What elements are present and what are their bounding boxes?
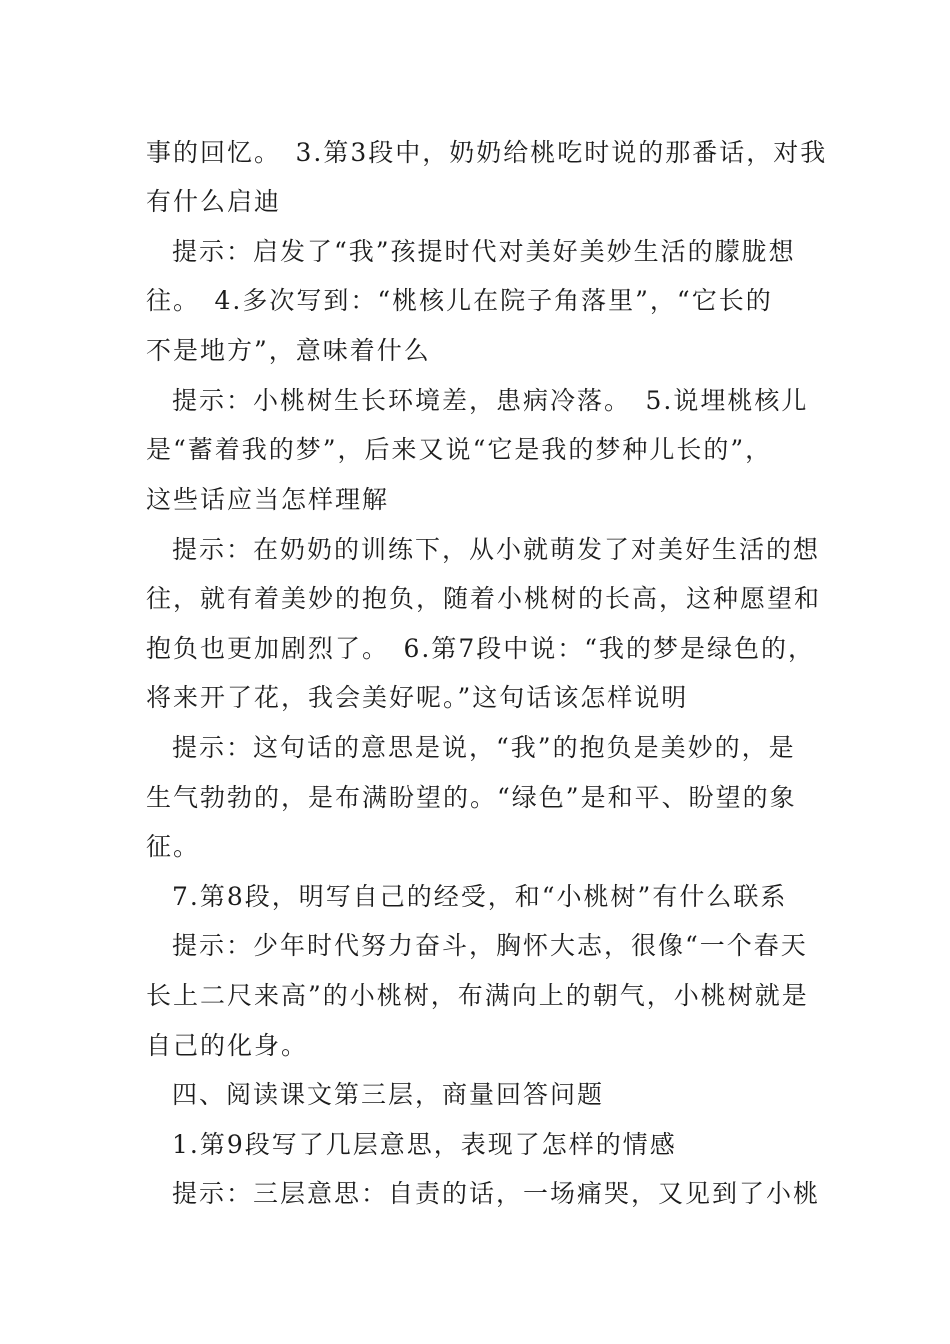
text-line: 将来开了花，我会美好呢。”这句话该怎样说明 [146, 683, 689, 712]
text-line: 有什么启迪 [146, 187, 282, 216]
text-line: 长上二尺来高”的小桃树，布满向上的朝气，小桃树就是 [146, 981, 809, 1010]
text-line: 往，就有着美妙的抱负，随着小桃树的长高，这种愿望和 [146, 584, 822, 613]
text-line: 提示：启发了“我”孩提时代对美好美妙生活的朦胧想 [172, 237, 796, 266]
text-line: 自己的化身。 [146, 1031, 309, 1060]
text-line: 征。 [146, 832, 201, 861]
text-line: 四、阅读课文第三层，商量回答问题 [172, 1080, 605, 1109]
text-line: 1.第9段写了几层意思，表现了怎样的情感 [172, 1130, 677, 1159]
text-line: 提示：少年时代努力奋斗，胸怀大志，很像“一个春天 [172, 931, 808, 960]
text-line: 这些话应当怎样理解 [146, 485, 390, 514]
text-line: 提示：三层意思：自责的话，一场痛哭，又见到了小桃 [172, 1179, 821, 1208]
text-line: 抱负也更加剧烈了。 6.第7段中说：“我的梦是绿色的， [146, 634, 816, 663]
text-line: 生气勃勃的，是布满盼望的。“绿色”是和平、盼望的象 [146, 783, 797, 812]
text-line: 提示：小桃树生长环境差，患病冷落。 5.说埋桃核儿 [172, 386, 809, 415]
text-line: 7.第8段，明写自己的经受，和“小桃树”有什么联系 [172, 882, 788, 911]
text-line: 往。 4.多次写到：“桃核儿在院子角落里”，“它长的 [146, 286, 773, 315]
text-line: 提示：在奶奶的训练下，从小就萌发了对美好生活的想 [172, 535, 821, 564]
text-line: 提示：这句话的意思是说，“我”的抱负是美妙的，是 [172, 733, 796, 762]
text-line: 是“蓄着我的梦”，后来又说“它是我的梦种儿长的”， [146, 435, 773, 464]
text-line: 事的回忆。 3.第3段中，奶奶给桃吃时说的那番话，对我 [146, 138, 828, 167]
text-line: 不是地方”，意味着什么 [146, 336, 431, 365]
